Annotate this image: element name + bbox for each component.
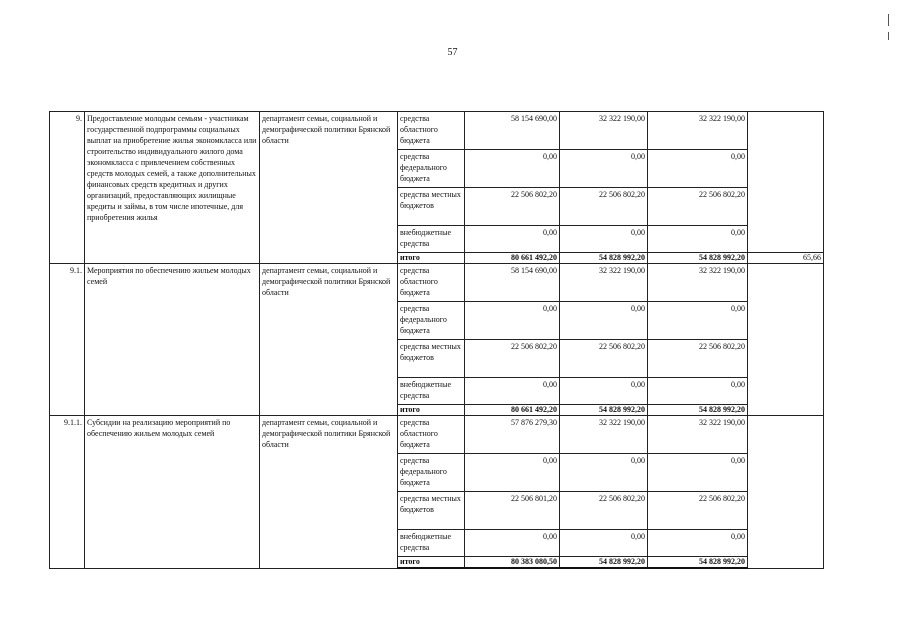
- source-label: средства федерального бюджета: [398, 454, 465, 492]
- value-cell: 58 154 690,00: [465, 264, 560, 302]
- item-number: 9.1.1.: [50, 416, 85, 569]
- value-cell: 0,00: [465, 150, 560, 188]
- value-cell: 32 322 190,00: [560, 112, 648, 150]
- value-cell: 0,00: [560, 378, 648, 405]
- total-value: 54 828 992,20: [560, 253, 648, 264]
- source-label: средства областного бюджета: [398, 416, 465, 454]
- source-label: средства местных бюджетов: [398, 188, 465, 226]
- scan-edge-mark: [888, 32, 889, 40]
- total-value: 80 661 492,20: [465, 253, 560, 264]
- value-cell: 0,00: [465, 226, 560, 253]
- table-row: [50, 264, 824, 302]
- value-cell: 22 506 802,20: [560, 340, 648, 378]
- total-label: итого: [398, 405, 465, 416]
- percent-cell: [748, 264, 824, 416]
- total-percent: 65,66: [748, 253, 824, 264]
- scan-edge-mark: [888, 14, 889, 26]
- value-cell: 0,00: [560, 150, 648, 188]
- value-cell: 58 154 690,00: [465, 112, 560, 150]
- value-cell: 32 322 190,00: [648, 264, 748, 302]
- item-executor: департамент семьи, социальной и демографической политики Брянской области: [260, 112, 398, 264]
- total-value: 54 828 992,20: [648, 405, 748, 416]
- value-cell: 0,00: [648, 454, 748, 492]
- value-cell: 0,00: [648, 530, 748, 557]
- total-label: итого: [398, 253, 465, 264]
- value-cell: 0,00: [560, 226, 648, 253]
- value-cell: 0,00: [648, 226, 748, 253]
- total-value: 80 661 492,20: [465, 405, 560, 416]
- source-label: средства федерального бюджета: [398, 150, 465, 188]
- value-cell: 0,00: [560, 302, 648, 340]
- table-row: [50, 112, 824, 150]
- percent-cell: [748, 112, 824, 253]
- value-cell: 22 506 802,20: [560, 492, 648, 530]
- item-name: Субсидии на реализацию мероприятий по обеспечению жильем молодых семей: [85, 416, 260, 569]
- total-label: итого: [398, 557, 465, 569]
- value-cell: 32 322 190,00: [560, 416, 648, 454]
- value-cell: 32 322 190,00: [648, 416, 748, 454]
- source-label: средства областного бюджета: [398, 264, 465, 302]
- total-value: 54 828 992,20: [560, 557, 648, 569]
- value-cell: 22 506 802,20: [648, 492, 748, 530]
- item-number: 9.1.: [50, 264, 85, 416]
- source-label: средства областного бюджета: [398, 112, 465, 150]
- item-number: 9.: [50, 112, 85, 264]
- value-cell: 32 322 190,00: [648, 112, 748, 150]
- item-name: Мероприятия по обеспечению жильем молодых семей: [85, 264, 260, 416]
- value-cell: 0,00: [465, 378, 560, 405]
- source-label: внебюджетные средства: [398, 226, 465, 253]
- source-label: средства федерального бюджета: [398, 302, 465, 340]
- source-label: внебюджетные средства: [398, 530, 465, 557]
- value-cell: 0,00: [560, 454, 648, 492]
- total-value: 80 383 080,50: [465, 557, 560, 569]
- value-cell: 0,00: [465, 530, 560, 557]
- total-value: 54 828 992,20: [648, 253, 748, 264]
- item-name: Предоставление молодым семьям - участникам государственной подпрограммы социальных выплат на приобретение жилья экономкласса или строительство индивидуального жилого дома экономкласса с привлечением собственных средств молодых семей, а также дополнительных финансовых средств кредитных и других организаций, предоставляющих жилищные кредиты и займы, в том числе ипотечные, для приобретения жилья: [85, 112, 260, 264]
- value-cell: 22 506 802,20: [465, 340, 560, 378]
- item-executor: департамент семьи, социальной и демографической политики Брянской области: [260, 264, 398, 416]
- item-executor: департамент семьи, социальной и демографической политики Брянской области: [260, 416, 398, 569]
- budget-table: [49, 111, 824, 569]
- table-row: [50, 416, 824, 454]
- value-cell: 0,00: [648, 378, 748, 405]
- value-cell: 0,00: [560, 530, 648, 557]
- value-cell: 22 506 802,20: [648, 340, 748, 378]
- source-label: средства местных бюджетов: [398, 492, 465, 530]
- total-value: 54 828 992,20: [560, 405, 648, 416]
- total-value: 54 828 992,20: [648, 557, 748, 569]
- value-cell: 0,00: [465, 302, 560, 340]
- value-cell: 22 506 802,20: [560, 188, 648, 226]
- value-cell: 32 322 190,00: [560, 264, 648, 302]
- percent-cell: [748, 416, 824, 569]
- source-label: внебюджетные средства: [398, 378, 465, 405]
- value-cell: 57 876 279,30: [465, 416, 560, 454]
- value-cell: 22 506 802,20: [465, 188, 560, 226]
- value-cell: 0,00: [465, 454, 560, 492]
- source-label: средства местных бюджетов: [398, 340, 465, 378]
- value-cell: 22 506 801,20: [465, 492, 560, 530]
- page-number: 57: [447, 47, 458, 58]
- value-cell: 22 506 802,20: [648, 188, 748, 226]
- value-cell: 0,00: [648, 302, 748, 340]
- value-cell: 0,00: [648, 150, 748, 188]
